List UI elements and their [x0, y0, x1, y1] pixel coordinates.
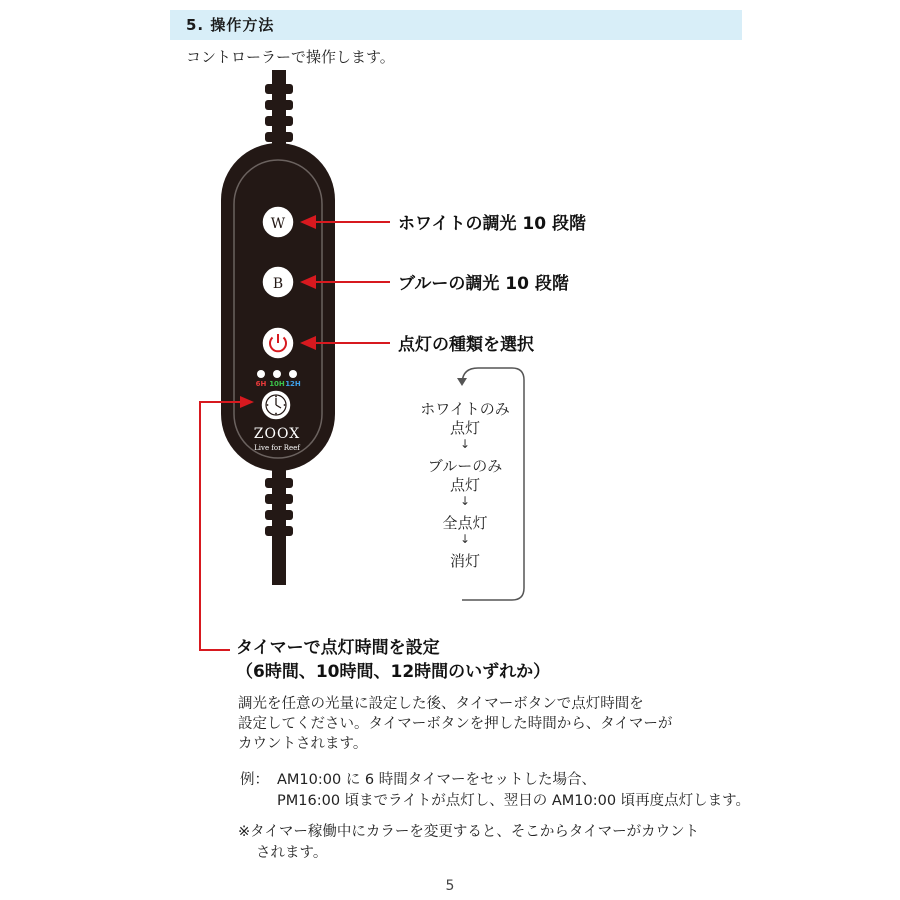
- white-dimmer-label: ホワイトの調光 10 段階: [398, 214, 586, 234]
- cycle-step-white-line1: ホワイトのみ: [420, 400, 510, 418]
- intro-text: コントローラーで操作します。: [186, 48, 395, 66]
- timer-title: [236, 636, 550, 684]
- blue-dimmer-button[interactable]: [262, 266, 294, 298]
- cycle-step-blue-line2: 点灯: [449, 476, 480, 494]
- cycle-step-off: [400, 552, 530, 571]
- cycle-step-blue-line1: ブルーのみ: [427, 457, 503, 475]
- example-line2: PM16:00 頃までライトが点灯し、翌日の AM10:00 頃再度点灯します。: [277, 793, 750, 809]
- timer-button[interactable]: [261, 390, 291, 420]
- timer-description-line2: 設定してください。タイマーボタンを押した時間から、タイマーが: [238, 716, 673, 732]
- power-pointer-arrow: [300, 336, 390, 350]
- cycle-down-arrow: ↓: [459, 494, 471, 508]
- controller-body: [221, 143, 335, 471]
- timer-description-line3: カウントされます。: [238, 736, 368, 752]
- timer-label-6h: 6H: [255, 380, 267, 388]
- cycle-step-all-line1: 全点灯: [442, 514, 488, 532]
- timer-led-6h: [257, 370, 265, 378]
- cycle-down-arrow: ↓: [459, 532, 471, 546]
- page-number: 5: [445, 878, 455, 894]
- timer-label-12h: 12H: [285, 380, 301, 388]
- section-title: 5. 操作方法: [186, 16, 275, 34]
- cycle-step-all: [400, 514, 530, 546]
- cycle-step-blue: [400, 457, 530, 508]
- blue-dimmer-label: ブルーの調光 10 段階: [398, 274, 569, 294]
- white-button-label: W: [270, 216, 286, 232]
- cycle-step-off-line1: 消灯: [449, 552, 480, 570]
- note-line1: ※タイマー稼働中にカラーを変更すると、そこからタイマーがカウント: [238, 824, 700, 840]
- power-button[interactable]: [262, 327, 294, 359]
- timer-led-12h: [289, 370, 297, 378]
- cycle-step-white: [400, 400, 530, 451]
- blue-button-label: B: [272, 276, 284, 292]
- timer-led-10h: [273, 370, 281, 378]
- cycle-down-arrow: ↓: [459, 437, 471, 451]
- timer-title-line2: （6時間、10時間、12時間のいずれか）: [236, 662, 551, 682]
- example-label: 例：: [240, 772, 269, 788]
- example-line1: AM10:00 に 6 時間タイマーをセットした場合、: [277, 772, 596, 788]
- white-dimmer-button[interactable]: [262, 206, 294, 238]
- cable-bottom: [265, 460, 293, 585]
- timer-label-10h: 10H: [269, 380, 285, 388]
- cycle-step-white-line2: 点灯: [449, 419, 480, 437]
- cable-top: [265, 70, 293, 150]
- brand-logo: ZOOX: [253, 426, 301, 442]
- white-pointer-arrow: [300, 215, 390, 229]
- blue-pointer-arrow: [300, 275, 390, 289]
- power-mode-label: 点灯の種類を選択: [398, 335, 534, 355]
- note-line2: されます。: [256, 845, 328, 861]
- timer-title-line1: タイマーで点灯時間を設定: [236, 638, 440, 658]
- timer-description-line1: 調光を任意の光量に設定した後、タイマーボタンで点灯時間を: [238, 696, 644, 712]
- brand-tagline: Live for Reef: [254, 444, 300, 452]
